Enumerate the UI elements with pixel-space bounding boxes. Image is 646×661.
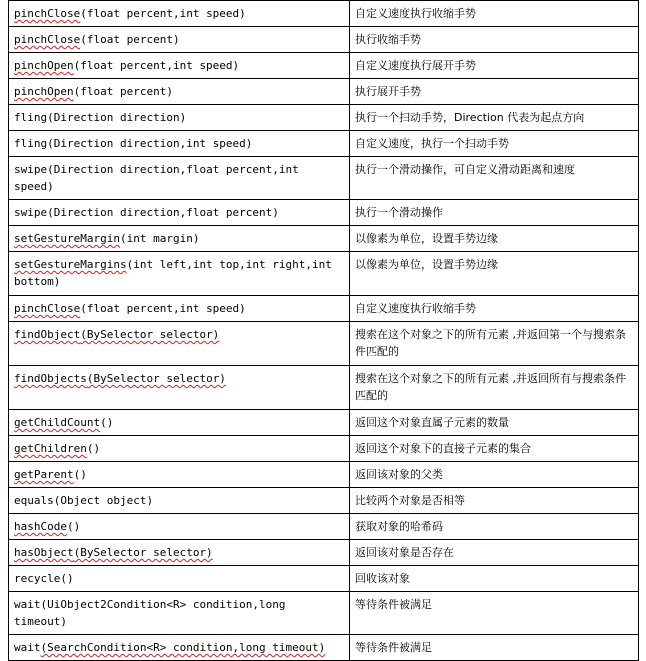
method-name: pinchClose [14,7,81,20]
method-signature-cell [9,566,350,592]
method-signature-cell [9,366,350,410]
method-signature-cell [9,200,350,226]
method-signature-cell [9,252,350,296]
method-name: findObject [14,328,81,341]
method-arguments: () [60,572,74,585]
method-signature-cell [9,131,350,157]
method-signature-cell [9,322,350,366]
table-row [9,252,639,296]
method-name: pinchClose [14,302,81,315]
method-arguments: (float percent,int speed) [80,302,246,315]
method-description-cell: 返回该对象是否存在 [350,540,639,566]
method-description-cell: 获取对象的哈希码 [350,514,639,540]
method-description-cell: 返回这个对象下的直接子元素的集合 [350,436,639,462]
method-description-cell: 回收该对象 [350,566,639,592]
method-name: findObjects [14,372,87,385]
method-description-cell: 搜索在这个对象之下的所有元素 ,并返回所有与搜索条件匹配的 [350,366,639,410]
method-description-cell: 返回该对象的父类 [350,462,639,488]
table-row [9,410,639,436]
method-name: getChildCount [14,416,101,429]
method-name: getParent [14,468,74,481]
method-signature-cell [9,462,350,488]
method-arguments: (Direction direction) [47,111,187,124]
method-signature-cell [9,105,350,131]
method-name: wait [14,598,41,611]
method-signature-cell [9,157,350,200]
method-description-cell: 等待条件被满足 [350,592,639,635]
table-row [9,296,639,322]
method-signature-cell [9,592,350,635]
method-arguments: () [86,442,101,455]
method-arguments: () [73,468,87,481]
table-row [9,131,639,157]
table-row [9,462,639,488]
table-row [9,79,639,105]
method-name: swipe [14,206,48,219]
table-row [9,226,639,252]
method-description-cell: 执行一个扫动手势，Direction 代表为起点方向 [350,105,639,131]
method-signature-cell [9,410,350,436]
table-row [9,27,639,53]
method-arguments: (float percent,int speed) [80,7,246,20]
method-description-cell: 执行一个滑动操作 [350,200,639,226]
method-name: equals [14,494,54,507]
method-name: recycle [14,572,61,585]
table-row [9,566,639,592]
method-signature-cell [9,226,350,252]
method-name: fling [14,137,48,150]
method-description-cell: 执行展开手势 [350,79,639,105]
method-signature-cell [9,436,350,462]
table-row [9,157,639,200]
method-arguments: (BySelector selector) [80,328,220,341]
method-arguments: (Object object) [53,494,154,507]
method-description-cell: 自定义速度执行展开手势 [350,53,639,79]
table-row [9,514,639,540]
method-description-cell: 自定义速度执行收缩手势 [350,296,639,322]
method-arguments: (float percent) [73,85,173,98]
method-signature-cell [9,488,350,514]
method-description-cell: 自定义速度，执行一个扫动手势 [350,131,639,157]
method-description-cell: 以像素为单位，设置手势边缘 [350,252,639,296]
method-arguments: (Direction direction,float percent) [47,206,279,219]
method-signature-cell [9,79,350,105]
method-arguments: (float percent,int speed) [73,59,240,72]
method-arguments: (UiObject2Condition<R> condition,long timeout) [14,598,286,628]
method-name: pinchClose [14,33,81,46]
method-description-cell: 搜索在这个对象之下的所有元素 ,并返回第一个与搜索条件匹配的 [350,322,639,366]
method-name: hasObject [14,546,74,559]
method-arguments: (int margin) [119,232,200,245]
method-name: wait [14,641,41,654]
method-signature-cell [9,540,350,566]
method-name: hashCode [14,520,67,533]
method-arguments: (BySelector selector) [86,372,226,385]
method-name: pinchOpen [14,59,74,72]
method-signature-cell [9,296,350,322]
method-description-cell: 等待条件被满足 [350,635,639,661]
method-signature-cell [9,1,350,27]
method-description-cell: 执行收缩手势 [350,27,639,53]
api-method-table [8,0,639,661]
table-row [9,1,639,27]
method-arguments: (Direction direction,int speed) [47,137,253,150]
method-name: fling [14,111,48,124]
table-row [9,540,639,566]
table-row [9,366,639,410]
method-arguments: () [100,416,114,429]
table-row [9,488,639,514]
method-name: pinchOpen [14,85,74,98]
method-arguments: () [66,520,81,533]
method-arguments: (int left,int top,int right,int bottom) [14,258,332,288]
method-arguments: (float percent) [80,33,180,46]
table-row [9,592,639,635]
method-description-cell: 自定义速度执行收缩手势 [350,1,639,27]
table-row [9,322,639,366]
table-row [9,436,639,462]
method-name: setGestureMargin [14,232,120,245]
table-row [9,53,639,79]
method-signature-cell [9,27,350,53]
method-description-cell: 执行一个滑动操作，可自定义滑动距离和速度 [350,157,639,200]
table-row [9,105,639,131]
method-arguments: (Direction direction,float percent,int speed) [14,163,299,193]
method-name: swipe [14,163,48,176]
method-arguments: (BySelector selector) [73,546,213,559]
method-name: setGestureMargins [14,258,127,271]
method-arguments: (SearchCondition<R> condition,long timeout) [40,641,326,654]
method-signature-cell [9,53,350,79]
method-description-cell: 以像素为单位，设置手势边缘 [350,226,639,252]
method-description-cell: 返回这个对象直属子元素的数量 [350,410,639,436]
table-row [9,200,639,226]
method-name: getChildren [14,442,87,455]
table-body [9,1,639,661]
method-signature-cell [9,514,350,540]
method-description-cell: 比较两个对象是否相等 [350,488,639,514]
